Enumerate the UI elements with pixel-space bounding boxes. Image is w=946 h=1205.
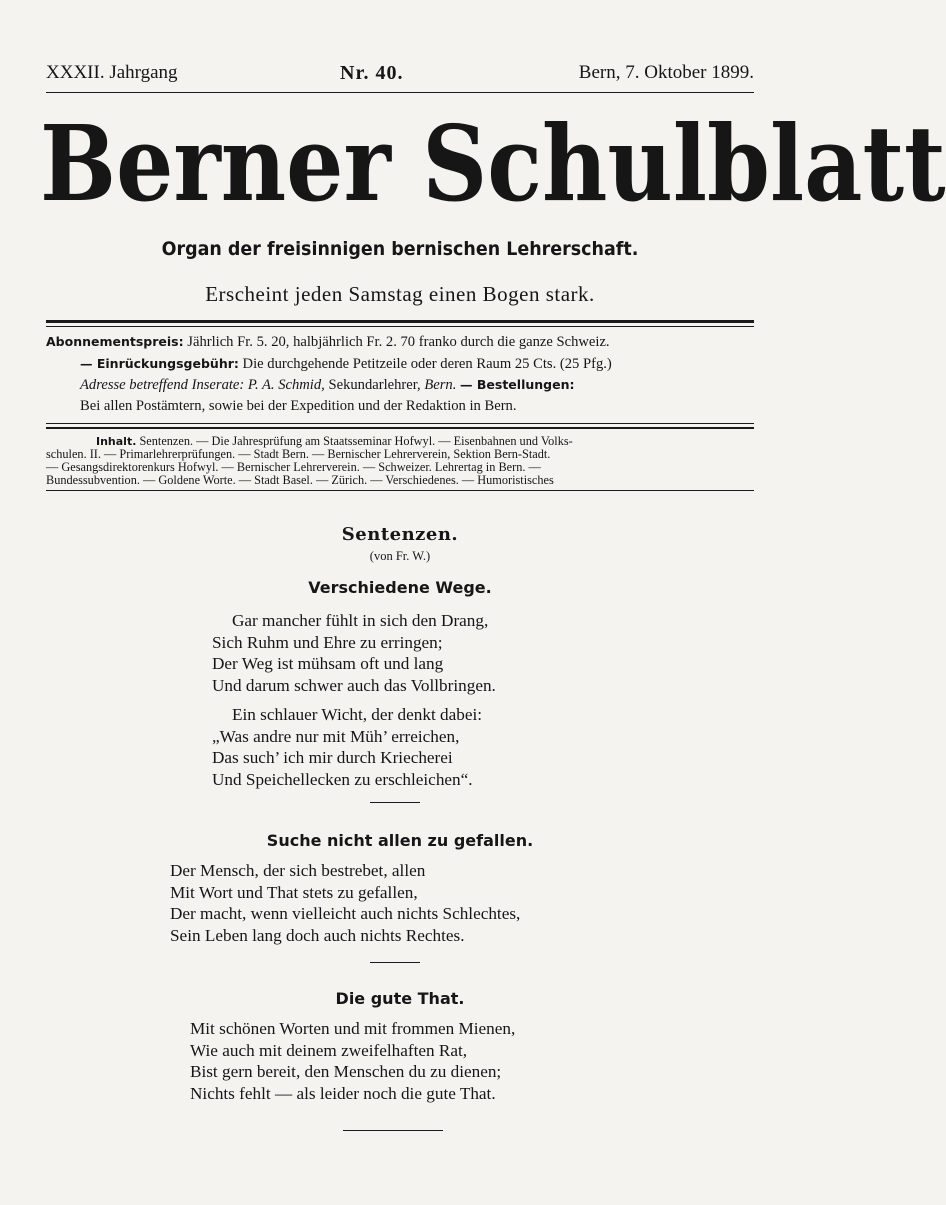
article-byline: (von Fr. W.) <box>369 549 431 563</box>
header-rule <box>46 92 754 93</box>
contents-line-3: — Gesangsdirektorenkurs Hofwyl. — Bernischer Lehrerverein. — Schweizer. Lehrertag in Bern. — <box>46 460 541 474</box>
verse-line: Ein schlauer Wicht, der denkt dabei: <box>232 705 483 724</box>
contents-rule-top-2 <box>46 427 754 429</box>
verse-line: Und Speichellecken zu erschleichen“. <box>212 770 473 790</box>
issue-number: Nr. 40. <box>340 62 404 84</box>
article-title: Sentenzen. <box>341 524 459 545</box>
address-name: P. A. Schmid, <box>247 377 325 393</box>
verse-line: Mit schönen Worten und mit frommen Mienen, <box>190 1019 516 1038</box>
address-label: Adresse betreffend Inserate: <box>80 377 245 393</box>
insert-label: — Einrückungsgebühr: <box>80 356 239 371</box>
verse-line: Wie auch mit deinem zweifelhaften Rat, <box>190 1040 468 1060</box>
verse-line: Und darum schwer auch das Vollbringen. <box>212 676 496 696</box>
poem-title-3: Die gute That. <box>335 989 465 1008</box>
verse-line: Bist gern bereit, den Menschen du zu dienen; <box>190 1062 502 1082</box>
verse-line: „Was andre nur mit Müh’ erreichen, <box>212 726 460 746</box>
verse-line: Der macht, wenn vielleicht auch nichts Schlechtes, <box>170 904 521 924</box>
price-label: Abonnementspreis: <box>46 334 184 349</box>
contents-rule-top-1 <box>46 423 754 424</box>
poem-title-1: Verschiedene Wege. <box>308 578 492 597</box>
verse-line: Sein Leben lang doch auch nichts Rechtes. <box>170 926 465 946</box>
volume-label: XXXII. Jahrgang <box>46 62 178 83</box>
poem-3-stanza-1 <box>190 1018 515 1105</box>
verse-line: Der Mensch, der sich bestrebet, allen <box>170 861 426 880</box>
poem-2-stanza-1 <box>170 860 520 947</box>
verse-line: Mit Wort und That stets zu gefallen, <box>170 882 418 902</box>
verse-line: Nichts fehlt — als leider noch die gute That. <box>190 1084 496 1104</box>
address-text: Sekundarlehrer, <box>328 377 421 393</box>
orders-label: — Bestellungen: <box>460 377 575 392</box>
contents-line-2: schulen. II. — Primarlehrerprüfungen. — Stadt Bern. — Bernischer Lehrerverein, Sektion Bern-Stadt. <box>46 447 551 461</box>
poem-1-stanza-1 <box>212 610 496 697</box>
end-rule <box>343 1130 443 1131</box>
issue-date: Bern, 7. Oktober 1899. <box>578 62 754 83</box>
subscription-line-1 <box>46 334 754 351</box>
insert-text: Die durchgehende Petitzeile oder deren Raum 25 Cts. (25 Pfg.) <box>242 356 612 372</box>
separator-1 <box>370 802 420 803</box>
separator-2 <box>370 962 420 963</box>
contents-text-1: Sentenzen. — Die Jahresprüfung am Staatsseminar Hofwyl. — Eisenbahnen und Volks- <box>139 434 573 448</box>
contents-rule-bottom <box>46 490 754 491</box>
subscription-line-2 <box>80 356 788 373</box>
poem-1-stanza-2 <box>212 704 482 791</box>
verse-line: Sich Ruhm und Ehre zu erringen; <box>212 632 443 652</box>
verse-line: Der Weg ist mühsam oft und lang <box>212 654 444 674</box>
organ-subtitle: Organ der freisinnigen bernischen Lehrerschaft. <box>161 238 639 260</box>
contents-line-4: Bundessubvention. — Goldene Worte. — Stadt Basel. — Zürich. — Verschiedenes. — Humoristisches <box>46 473 554 487</box>
contents-label: Inhalt. <box>96 435 137 448</box>
poem-title-2: Suche nicht allen zu gefallen. <box>266 831 534 850</box>
double-rule-bottom <box>46 326 754 327</box>
double-rule-top <box>46 320 754 323</box>
subscription-line-4: Bei allen Postämtern, sowie bei der Expedition und der Redaktion in Bern. <box>80 398 517 414</box>
publication-schedule: Erscheint jeden Samstag einen Bogen stark. <box>205 282 595 306</box>
verse-line: Gar mancher fühlt in sich den Drang, <box>232 611 489 630</box>
address-city: Bern. <box>424 377 457 393</box>
masthead-title: Berner Schulblatt <box>40 102 946 226</box>
subscription-line-3 <box>80 377 788 394</box>
price-text: Jährlich Fr. 5. 20, halbjährlich Fr. 2. 70 franko durch die ganze Schweiz. <box>187 334 610 350</box>
verse-line: Das such’ ich mir durch Kriecherei <box>212 748 453 768</box>
